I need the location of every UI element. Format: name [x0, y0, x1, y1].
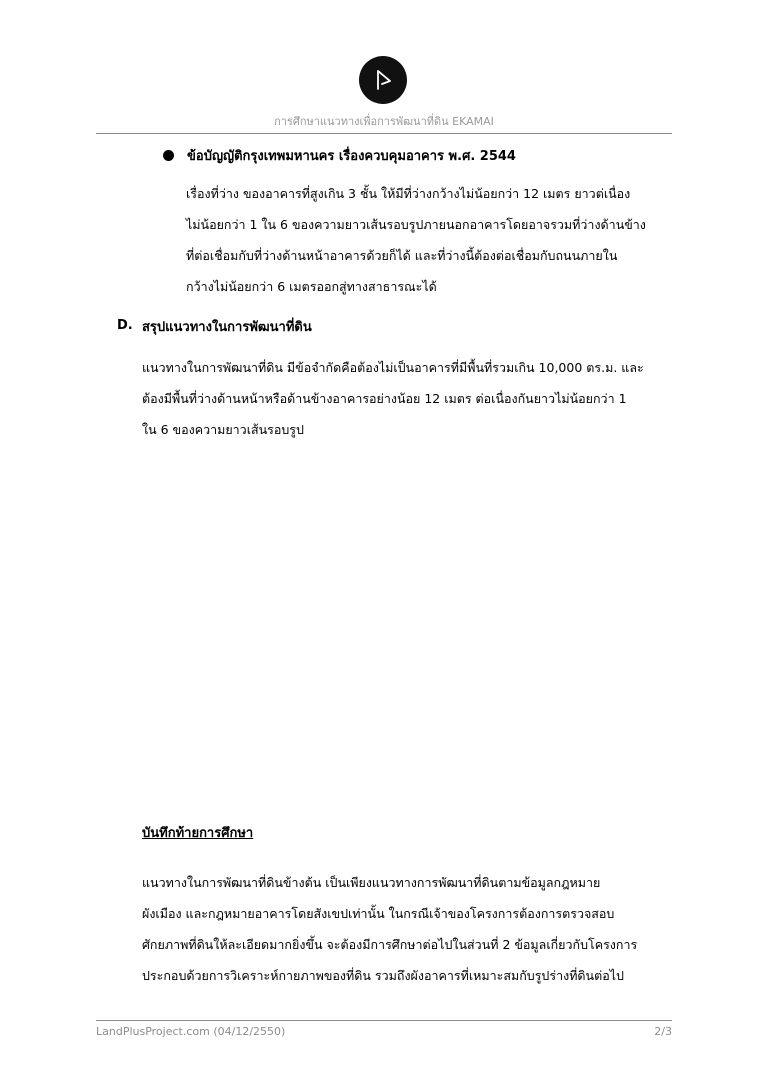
note-paragraph	[142, 867, 637, 991]
section-letter: D.	[117, 318, 133, 333]
section-title: สรุปแนวทางในการพัฒนาที่ดิน	[142, 320, 312, 335]
note-heading: บันทึกท้ายการศึกษา	[142, 826, 254, 841]
bullet-paragraph	[186, 178, 646, 302]
footer-divider	[96, 1020, 672, 1021]
bullet-heading: ข้อบัญญัติกรุงเทพมหานคร เรื่องควบคุมอาคาร พ.ศ. 2544	[187, 149, 516, 164]
page-number: 2/3	[654, 1025, 672, 1038]
paragraph-line: เรื่องที่ว่าง ของอาคารที่สูงเกิน 3 ชั้น ให้มีที่ว่างกว้างไม่น้อยกว่า 12 เมตร ยาวต่เนื่อง	[186, 186, 631, 201]
paragraph-line: ผังเมือง และกฎหมายอาคารโดยสังเขปเท่านั้น ในกรณีเจ้าของโครงการต้องการตรวจสอบ	[142, 906, 615, 921]
bullet-icon	[163, 150, 174, 161]
footer-source: LandPlusProject.com (04/12/2550)	[96, 1025, 286, 1038]
section-paragraph	[142, 352, 644, 445]
paragraph-line: แนวทางในการพัฒนาที่ดินข้างต้น เป็นเพียงแนวทางการพัฒนาที่ดินตามข้อมูลกฎหมาย	[142, 875, 601, 890]
paragraph-line: ต้องมีพื้นที่ว่างด้านหน้าหรือด้านข้างอาคารอย่างน้อย 12 เมตร ต่อเนื่องกันยาวไม่น้อยกว่า 1	[142, 391, 627, 406]
paragraph-line: ไม่น้อยกว่า 1 ใน 6 ของความยาวเส้นรอบรูปภายนอกอาคารโดยอาจรวมที่ว่างด้านข้าง	[186, 217, 646, 232]
paragraph-line: กว้างไม่น้อยกว่า 6 เมตรออกสู่ทางสาธารณะได้	[186, 279, 437, 294]
paragraph-line: ที่ต่อเชื่อมกับที่ว่างด้านหน้าอาคารด้วยก็ได้ และที่ว่างนี้ต้องต่อเชื่อมกับถนนภายใน	[186, 248, 618, 263]
paragraph-line: ศักยภาพที่ดินให้ละเอียดมากยิ่งขึ้น จะต้องมีการศึกษาต่อไปในส่วนที่ 2 ข้อมูลเกี่ยวกับโครงการ	[142, 937, 638, 952]
header-title: การศึกษาแนวทางเพื่อการพัฒนาที่ดิน EKAMAI	[274, 115, 494, 128]
paragraph-line: แนวทางในการพัฒนาที่ดิน มีข้อจำกัดคือต้องไม่เป็นอาคารที่มีพื้นที่รวมเกิน 10,000 ตร.ม. และ	[142, 360, 644, 375]
play-triangle-logo-icon	[359, 56, 407, 104]
paragraph-line: ประกอบด้วยการวิเคราะห์กายภาพของที่ดิน รวมถึงผังอาคารที่เหมาะสมกับรูปร่างที่ดินต่อไป	[142, 968, 624, 983]
header-divider	[96, 133, 672, 134]
paragraph-line: ใน 6 ของความยาวเส้นรอบรูป	[142, 422, 304, 437]
